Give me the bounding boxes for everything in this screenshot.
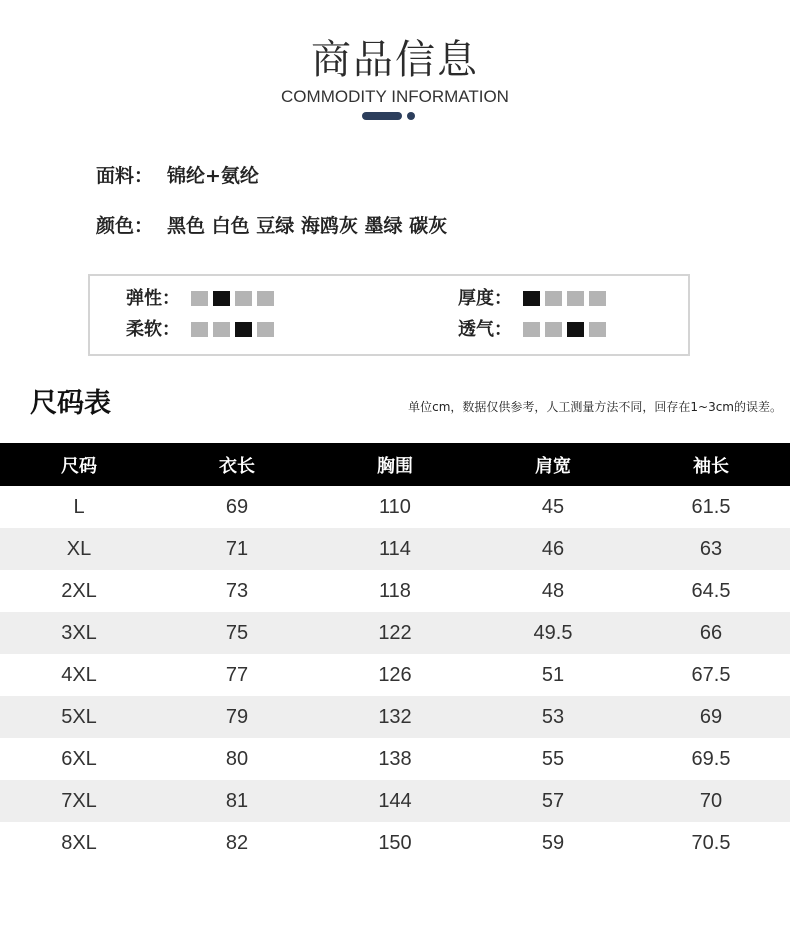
table-cell: 75 xyxy=(158,612,316,654)
column-header-length: 衣长 xyxy=(158,443,316,486)
table-row xyxy=(0,528,790,570)
table-cell: 118 xyxy=(379,579,411,602)
table-cell: 55 xyxy=(541,747,565,770)
table-cell: 53 xyxy=(474,696,632,738)
level-square xyxy=(257,322,274,337)
table-cell: 150 xyxy=(378,831,412,854)
fabric-row xyxy=(96,163,259,189)
table-cell: 61.5 xyxy=(691,495,731,518)
table-cell: 81 xyxy=(158,780,316,822)
property-label: 柔软： xyxy=(126,319,180,340)
fabric-value: 锦纶+氨纶 xyxy=(167,165,259,187)
table-cell: 70.5 xyxy=(691,831,731,854)
size-table xyxy=(0,443,790,864)
level-square xyxy=(567,291,584,306)
table-cell: 45 xyxy=(541,495,565,518)
size-table-body xyxy=(0,486,790,864)
table-cell: 73 xyxy=(225,579,249,602)
table-cell: 3XL xyxy=(0,612,158,654)
table-cell: 126 xyxy=(378,663,412,686)
table-cell: 77 xyxy=(225,663,249,686)
level-square-active xyxy=(213,291,230,306)
color-label: 颜色： xyxy=(96,215,154,237)
table-cell: 70 xyxy=(632,780,790,822)
level-square xyxy=(545,291,562,306)
property-breathability xyxy=(458,318,611,342)
table-cell: 132 xyxy=(316,696,474,738)
level-square xyxy=(523,322,540,337)
table-cell: 71 xyxy=(158,528,316,570)
table-cell: 7XL xyxy=(0,780,158,822)
table-cell: 46 xyxy=(474,528,632,570)
property-elasticity xyxy=(126,287,279,311)
table-row xyxy=(0,822,790,864)
property-label: 厚度： xyxy=(458,288,512,309)
level-square xyxy=(191,291,208,306)
table-cell: 144 xyxy=(316,780,474,822)
property-level-indicator xyxy=(191,288,279,309)
table-cell: 8XL xyxy=(61,831,97,854)
level-square-active xyxy=(235,322,252,337)
level-square xyxy=(545,322,562,337)
table-cell: 67.5 xyxy=(691,663,731,686)
table-cell: 63 xyxy=(632,528,790,570)
level-square xyxy=(589,291,606,306)
table-cell: 69 xyxy=(632,696,790,738)
level-square-active xyxy=(567,322,584,337)
table-row xyxy=(0,486,790,528)
color-row xyxy=(96,213,447,239)
table-row xyxy=(0,654,790,696)
page-title: 商品信息 xyxy=(311,37,479,83)
table-row xyxy=(0,780,790,822)
level-square-active xyxy=(523,291,540,306)
column-header-shoulder: 肩宽 xyxy=(474,443,632,486)
table-cell: 4XL xyxy=(61,663,97,686)
title-decoration xyxy=(362,112,420,120)
table-cell: 5XL xyxy=(0,696,158,738)
table-cell: 66 xyxy=(632,612,790,654)
table-cell: 69.5 xyxy=(691,747,731,770)
table-cell: 79 xyxy=(158,696,316,738)
table-row xyxy=(0,612,790,654)
table-cell: 82 xyxy=(225,831,249,854)
table-cell: 64.5 xyxy=(691,579,731,602)
size-chart-note: 单位cm，数据仅供参考，人工测量方法不同，回存在1~3cm的误差。 xyxy=(408,400,782,414)
property-level-indicator xyxy=(523,319,611,340)
table-row xyxy=(0,738,790,780)
property-panel xyxy=(88,274,690,356)
color-value: 黑色 白色 豆绿 海鸥灰 墨绿 碳灰 xyxy=(167,215,448,237)
table-cell: 51 xyxy=(541,663,565,686)
column-header-chest: 胸围 xyxy=(316,443,474,486)
property-level-indicator xyxy=(523,288,611,309)
level-square xyxy=(235,291,252,306)
table-cell: 59 xyxy=(541,831,565,854)
table-cell: 2XL xyxy=(61,579,97,602)
table-cell: 138 xyxy=(378,747,412,770)
table-cell: 110 xyxy=(379,495,411,518)
table-cell: XL xyxy=(0,528,158,570)
table-cell: 6XL xyxy=(61,747,97,770)
table-cell: 57 xyxy=(474,780,632,822)
table-cell: 48 xyxy=(541,579,565,602)
table-cell: 122 xyxy=(316,612,474,654)
level-square xyxy=(589,322,606,337)
decoration-bar xyxy=(362,112,402,120)
table-cell: 69 xyxy=(225,495,249,518)
size-chart-title: 尺码表 xyxy=(30,388,111,419)
level-square xyxy=(191,322,208,337)
level-square xyxy=(257,291,274,306)
property-level-indicator xyxy=(191,319,279,340)
decoration-dot xyxy=(407,112,415,120)
table-row xyxy=(0,570,790,612)
column-header-size: 尺码 xyxy=(0,443,158,486)
property-thickness xyxy=(458,287,611,311)
fabric-label: 面料： xyxy=(96,165,154,187)
property-softness xyxy=(126,318,279,342)
size-table-header xyxy=(0,443,790,486)
table-row xyxy=(0,696,790,738)
page-subtitle: COMMODITY INFORMATION xyxy=(281,87,509,106)
property-label: 弹性： xyxy=(126,288,180,309)
table-cell: 80 xyxy=(225,747,249,770)
table-cell: 114 xyxy=(316,528,474,570)
table-cell: L xyxy=(73,495,85,518)
column-header-sleeve: 袖长 xyxy=(632,443,790,486)
property-label: 透气： xyxy=(458,319,512,340)
table-cell: 49.5 xyxy=(474,612,632,654)
level-square xyxy=(213,322,230,337)
